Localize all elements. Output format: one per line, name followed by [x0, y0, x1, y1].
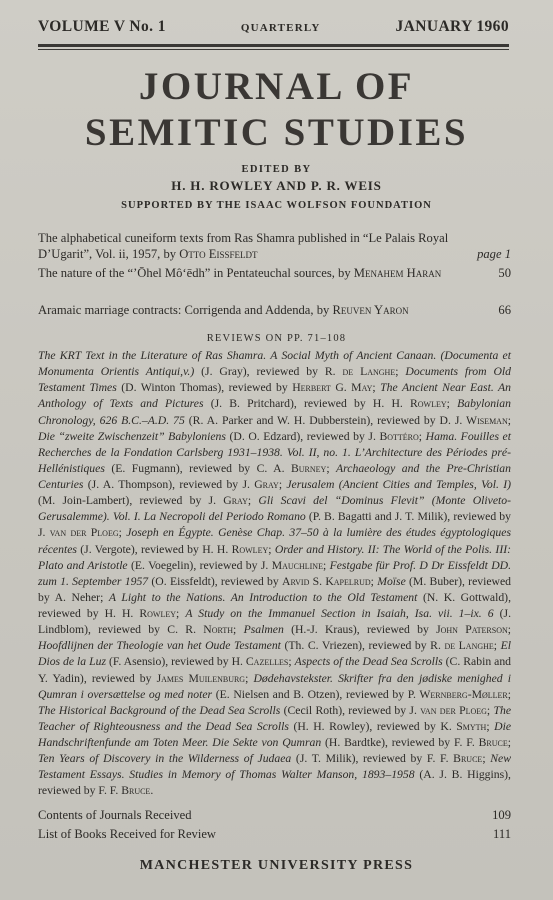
editors: H. H. ROWLEY AND P. R. WEIS [171, 178, 382, 193]
review-book-title: Gli Scavi del “Dominus Flevit” (Monte Oliveto-Gerusalemme). Vol. I. La Necropoli del Periodo Romano [38, 494, 512, 524]
review-book-title: Documents from Old Testament Times [38, 365, 511, 395]
reviewer-name: John Paterson [436, 623, 508, 637]
review-entry [38, 704, 493, 717]
reviewer-name: H. H. Rowley [104, 607, 177, 620]
reviewer-name: H. H. Rowley [202, 542, 269, 556]
review-separator: ; [268, 542, 275, 556]
article-author: Reuven Yaron [332, 303, 409, 317]
review-separator: ; [507, 687, 512, 701]
review-detail: (A. J. B. Higgins), reviewed by [38, 768, 511, 798]
reviewer-name: J. Bottéro [368, 429, 419, 443]
review-separator: ; [507, 736, 511, 749]
reviewer-name: F. F. Bruce [98, 784, 151, 798]
reviewer-name: J. Mauchline [260, 558, 323, 572]
reviewer-name: James Muilenburg [156, 671, 246, 685]
supported-by: SUPPORTED BY THE ISAAC WOLFSON FOUNDATION [121, 200, 432, 211]
review-separator: ; [245, 671, 254, 685]
journals-received-label: Contents of Journals Received [38, 808, 192, 822]
reviewer-name: J. Gray [242, 478, 279, 491]
review-detail: (C. Rabin and Y. Yadin), reviewed by [38, 655, 512, 685]
review-book-title: The Ancient Near East. An Anthology of Texts and Pictures [38, 381, 512, 411]
review-separator: ; [486, 719, 495, 733]
review-book-title: A Light to the Nations. An Introduction to the Old Testament [108, 590, 418, 604]
review-entry [38, 430, 426, 443]
review-detail: (J. B. Pritchard), reviewed by [203, 397, 373, 411]
review-separator: ; [395, 365, 406, 379]
journals-received-row[interactable] [38, 808, 511, 823]
review-detail: (F. Asensio), reviewed by [106, 655, 232, 669]
review-book-title: Hama. Fouilles et Recherches de la Fondation Carlsberg 1931–1938. Vol. II, no. 1. L’Architecture des Périodes pré-Hellénistiques [38, 429, 511, 475]
publisher: MANCHESTER UNIVERSITY PRESS [139, 858, 414, 873]
review-separator: ; [288, 655, 295, 669]
review-detail: (E. Fugmann), reviewed by [104, 461, 257, 475]
review-detail: (D. Winton Thomas), reviewed by [116, 381, 293, 395]
reviewer-name: C. R. North [167, 623, 234, 637]
issue-date: JANUARY 1960 [395, 18, 509, 35]
review-book-title: The KRT Text in the Literature of Ras Shamra. A Social Myth of Ancient Canaan. (Documenta et Monumenta Orientis Antiqui,v.) [38, 349, 511, 379]
review-book-title: Joseph en Égypte. Genèse Chap. 37–50 à la lumière des études égyptologiques récentes [38, 526, 511, 556]
review-detail: (H. Bardtke), reviewed by [321, 736, 454, 749]
journal-title-line1: JOURNAL OF [138, 65, 415, 108]
review-book-title: Ten Years of Discovery in the Wilderness of Judaea [38, 752, 292, 766]
article-title: The nature of the “’Ōhel Mô‘ēdh” in Pentateuchal sources, by [38, 266, 354, 280]
contents-list [38, 230, 511, 320]
review-entry [38, 639, 501, 652]
reviewer-name: H. Cazelles [231, 655, 289, 669]
masthead [38, 18, 509, 36]
review-separator: ; [233, 623, 244, 637]
reviewer-name: Arvid S. Kapelrud [282, 574, 371, 588]
review-entry [38, 752, 490, 765]
reviewer-name: Herbert G. May [292, 381, 373, 395]
reviewer-name: D. J. Wiseman [439, 413, 508, 427]
review-detail: (R. A. Parker and W. H. Dubberstein), reviewed by [184, 413, 440, 427]
contents-item[interactable] [38, 302, 511, 318]
reviewer-name: P. Wernberg-Møller [407, 687, 508, 701]
review-book-title: Jerusalem (Ancient Cities and Temples, Vol. I) [286, 478, 512, 491]
review-book-title: Festgabe für Prof. D Dr Eissfeldt DD. zum 1. September 1957 [38, 558, 512, 588]
review-detail: (Cecil Roth), reviewed by [280, 703, 410, 717]
review-detail: (J. Vergote), reviewed by [76, 542, 203, 556]
contents-item[interactable] [38, 265, 511, 281]
reviews-heading: REVIEWS ON PP. 71–108 [206, 333, 347, 344]
review-book-title: Order and History. II: The World of the Polis. III: Plato and Aristotle [38, 542, 511, 572]
article-author: Menahem Haran [353, 266, 442, 280]
review-separator: ; [372, 381, 381, 395]
review-separator: ; [418, 429, 426, 443]
reviews-paragraph [38, 348, 511, 800]
journal-title-line2: SEMITIC STUDIES [84, 111, 469, 154]
review-book-title: Moïse [377, 574, 406, 588]
volume-number: VOLUME V No. 1 [38, 18, 166, 35]
reviewer-name: R. de Langhe [430, 639, 494, 653]
article-page: 50 [498, 266, 511, 280]
review-detail: (J. A. Thompson), reviewed by [83, 478, 243, 491]
review-book-title: Dødehavstekster. Skrifter fra den jødiske menighed i Qumran i oversættelse og med noter [38, 671, 511, 701]
review-book-title: El Dios de la Luz [38, 639, 511, 669]
review-separator: ; [486, 703, 494, 717]
review-book-title: Aspects of the Dead Sea Scrolls [294, 655, 443, 669]
review-book-title: New Testament Essays. Studies in Memory of Thomas Walter Manson, 1893–1958 [38, 752, 512, 782]
review-detail: (N. K. Gottwald), reviewed by [38, 590, 511, 620]
books-received-page: 111 [493, 827, 511, 841]
review-separator: . [150, 784, 154, 798]
reviewer-name: J. van der Ploeg [38, 526, 119, 540]
article-page: 66 [498, 303, 511, 317]
books-received-label: List of Books Received for Review [38, 827, 217, 841]
contents-item[interactable] [38, 230, 511, 262]
review-detail: (J. Gray), reviewed by [194, 365, 325, 379]
reviewer-name: J. van der Ploeg [409, 703, 487, 717]
review-detail: (E. Voegelin), reviewed by [127, 558, 261, 572]
reviewer-name: C. A. Burney [256, 461, 327, 475]
review-detail: (J. Lindblom), reviewed by [38, 607, 511, 637]
review-book-title: Psalmen [243, 623, 284, 637]
review-detail: (M. Buber), reviewed by A. Neher; [38, 574, 512, 604]
article-author: Otto Eissfeldt [179, 247, 258, 261]
review-separator: ; [446, 397, 458, 411]
review-book-title: The Teacher of Righteousness and the Dead Sea Scrolls [38, 703, 511, 733]
review-separator: ; [326, 461, 337, 475]
reviewer-name: F. F. Bruce [426, 752, 483, 766]
review-separator: ; [118, 526, 127, 540]
review-book-title: A Study on the Immanuel Section in Isaiah, Isa. vii. 1–ix. 6 [185, 607, 494, 620]
review-book-title: Die Handschriftenfunde am Toten Meer. Die Sekte von Qumran [38, 719, 511, 749]
review-separator: ; [493, 639, 501, 653]
reviewer-name: H. H. Rowley [372, 397, 447, 411]
review-detail: (J. T. Milik), reviewed by [291, 752, 427, 766]
review-separator: ; [176, 607, 186, 620]
review-separator: ; [370, 574, 378, 588]
article-page: page 1 [477, 247, 511, 261]
review-book-title: Babylonian Chronology, 626 B.C.–A.D. 75 [38, 397, 511, 427]
journals-received-page: 109 [492, 808, 511, 822]
review-book-title: Hoofdlijnen der Theologie van het Oude Testament [38, 639, 281, 653]
review-separator: ; [507, 623, 511, 637]
books-received-row[interactable] [38, 827, 511, 842]
reviewer-name: K. Smyth [440, 719, 487, 733]
reviewer-name: J. Gray [208, 494, 248, 508]
review-detail: (P. B. Bagatti and J. T. Milik), reviewed by [305, 510, 511, 524]
review-separator: ; [507, 413, 511, 427]
review-detail: (H.-J. Kraus), reviewed by [283, 623, 437, 637]
review-detail: (Th. C. Vriezen), reviewed by [280, 639, 431, 653]
review-separator: ; [278, 478, 287, 491]
review-detail: (O. Eissfeldt), reviewed by [148, 574, 282, 588]
review-detail: (E. Nielsen and B. Otzen), reviewed by [212, 687, 408, 701]
masthead-rule-thin [38, 49, 509, 50]
review-separator: ; [482, 752, 491, 766]
review-separator: ; [247, 494, 259, 508]
review-detail: (M. Join-Lambert), reviewed by [38, 494, 209, 508]
review-book-title: The Historical Background of the Dead Sea Scrolls [38, 703, 281, 717]
article-title: The alphabetical cuneiform texts from Ras Shamra published in “Le Palais Royal D’Ugarit”, Vol. ii, 1957, by [38, 231, 449, 261]
masthead-rule-thick [38, 44, 509, 47]
review-detail: (H. H. Rowley), reviewed by [288, 719, 441, 733]
edited-by-label: EDITED BY [241, 164, 312, 175]
review-separator: ; [322, 558, 330, 572]
review-book-title: Die “zweite Zwischenzeit” Babyloniens [38, 429, 226, 443]
reviewer-name: R. de Langhe [324, 365, 396, 379]
review-detail: (D. O. Edzard), reviewed by [225, 429, 369, 443]
frequency: QUARTERLY [240, 22, 321, 34]
review-entry [244, 623, 511, 636]
reviewer-name: F. F. Bruce [453, 736, 508, 749]
review-book-title: Archaeology and the Pre-Christian Centuries [38, 461, 511, 491]
article-title: Aramaic marriage contracts: Corrigenda and Addenda, by [38, 303, 333, 317]
